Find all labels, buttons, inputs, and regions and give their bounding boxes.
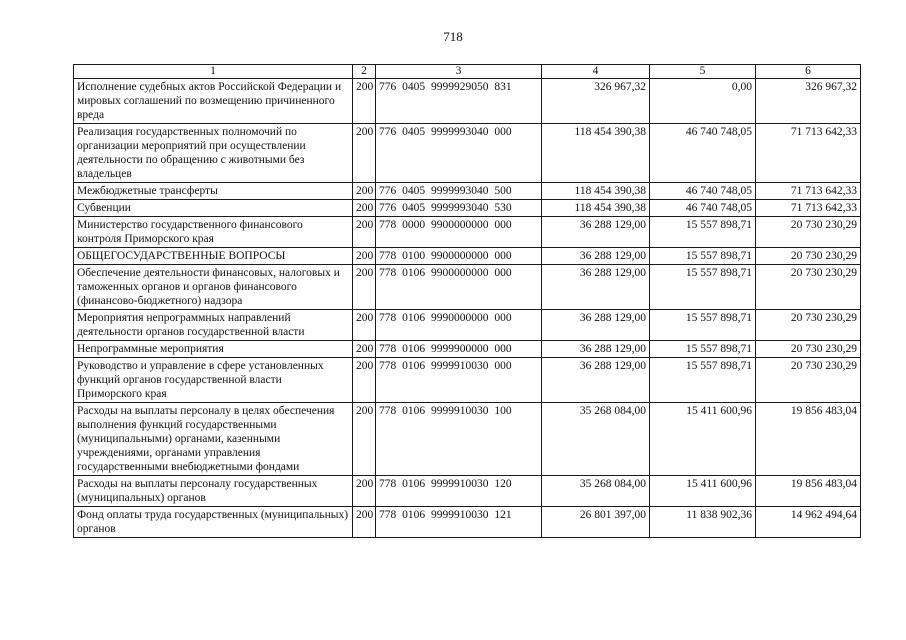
row-column6-cell: 14 962 494,64 — [756, 507, 861, 538]
table-row — [74, 79, 861, 124]
row-code-cell: 778 0100 9900000000 000 — [376, 248, 542, 265]
row-k2-cell: 200 — [353, 341, 376, 358]
row-name-cell: Министерство государственного финансового контроля Приморского края — [74, 217, 353, 248]
row-k2-cell: 200 — [353, 265, 376, 310]
row-k2-cell: 200 — [353, 124, 376, 183]
column-header: 1 — [74, 65, 353, 79]
row-column4-cell: 118 454 390,38 — [542, 183, 650, 200]
table-row — [74, 183, 861, 200]
table-row — [74, 310, 861, 341]
row-column6-cell: 20 730 230,29 — [756, 341, 861, 358]
row-code-cell: 778 0106 9999910030 100 — [376, 403, 542, 476]
row-column6-cell: 71 713 642,33 — [756, 124, 861, 183]
row-column6-cell: 19 856 483,04 — [756, 476, 861, 507]
table-row — [74, 248, 861, 265]
row-column5-cell: 46 740 748,05 — [650, 124, 756, 183]
row-k2-cell: 200 — [353, 507, 376, 538]
budget-table — [73, 64, 861, 538]
row-name-cell: Обеспечение деятельности финансовых, налоговых и таможенных органов и органов финансового (финансово-бюджетного) надзора — [74, 265, 353, 310]
row-name-cell: Расходы на выплаты персоналу в целях обеспечения выполнения функций государственными (муниципальными) органами, казенными учреждениями, органами управления государственными внебюджетными фондами — [74, 403, 353, 476]
row-column4-cell: 36 288 129,00 — [542, 358, 650, 403]
row-column5-cell: 15 411 600,96 — [650, 476, 756, 507]
row-name-cell: Фонд оплаты труда государственных (муниципальных) органов — [74, 507, 353, 538]
row-name-cell: Мероприятия непрограммных направлений деятельности органов государственной власти — [74, 310, 353, 341]
row-column5-cell: 15 557 898,71 — [650, 341, 756, 358]
row-column5-cell: 46 740 748,05 — [650, 183, 756, 200]
table-row — [74, 200, 861, 217]
row-column6-cell: 20 730 230,29 — [756, 217, 861, 248]
column-header: 4 — [542, 65, 650, 79]
row-k2-cell: 200 — [353, 403, 376, 476]
row-k2-cell: 200 — [353, 476, 376, 507]
row-k2-cell: 200 — [353, 79, 376, 124]
row-name-cell: Непрограммные мероприятия — [74, 341, 353, 358]
row-code-cell: 778 0106 9999900000 000 — [376, 341, 542, 358]
column-header: 2 — [353, 65, 376, 79]
row-column6-cell: 20 730 230,29 — [756, 310, 861, 341]
row-column6-cell: 19 856 483,04 — [756, 403, 861, 476]
row-column5-cell: 0,00 — [650, 79, 756, 124]
column-header: 5 — [650, 65, 756, 79]
row-column4-cell: 118 454 390,38 — [542, 200, 650, 217]
row-k2-cell: 200 — [353, 358, 376, 403]
table-row — [74, 124, 861, 183]
row-name-cell: Расходы на выплаты персоналу государственных (муниципальных) органов — [74, 476, 353, 507]
row-column6-cell: 71 713 642,33 — [756, 200, 861, 217]
table-row — [74, 507, 861, 538]
row-code-cell: 776 0405 9999993040 530 — [376, 200, 542, 217]
row-column4-cell: 35 268 084,00 — [542, 476, 650, 507]
row-code-cell: 778 0106 9999910030 121 — [376, 507, 542, 538]
row-name-cell: Исполнение судебных актов Российской Федерации и мировых соглашений по возмещению причиненного вреда — [74, 79, 353, 124]
table-row — [74, 403, 861, 476]
row-column4-cell: 118 454 390,38 — [542, 124, 650, 183]
row-name-cell: Реализация государственных полномочий по организации мероприятий при осуществлении деятельности по обращению с животными без владельцев — [74, 124, 353, 183]
row-column6-cell: 71 713 642,33 — [756, 183, 861, 200]
header-row — [74, 65, 861, 79]
row-column4-cell: 36 288 129,00 — [542, 310, 650, 341]
row-code-cell: 776 0405 9999993040 500 — [376, 183, 542, 200]
row-column5-cell: 11 838 902,36 — [650, 507, 756, 538]
row-column6-cell: 20 730 230,29 — [756, 248, 861, 265]
row-column5-cell: 15 557 898,71 — [650, 217, 756, 248]
row-column5-cell: 15 557 898,71 — [650, 265, 756, 310]
row-k2-cell: 200 — [353, 200, 376, 217]
row-column4-cell: 26 801 397,00 — [542, 507, 650, 538]
row-code-cell: 778 0000 9900000000 000 — [376, 217, 542, 248]
row-column5-cell: 15 557 898,71 — [650, 310, 756, 341]
row-column4-cell: 35 268 084,00 — [542, 403, 650, 476]
table-row — [74, 265, 861, 310]
row-column6-cell: 326 967,32 — [756, 79, 861, 124]
table-row — [74, 476, 861, 507]
row-name-cell: ОБЩЕГОСУДАРСТВЕННЫЕ ВОПРОСЫ — [74, 248, 353, 265]
row-name-cell: Субвенции — [74, 200, 353, 217]
row-column4-cell: 36 288 129,00 — [542, 265, 650, 310]
row-code-cell: 778 0106 9999910030 120 — [376, 476, 542, 507]
row-k2-cell: 200 — [353, 217, 376, 248]
page-number: 718 — [443, 29, 463, 44]
table-row — [74, 358, 861, 403]
row-code-cell: 776 0405 9999929050 831 — [376, 79, 542, 124]
column-header: 6 — [756, 65, 861, 79]
row-code-cell: 778 0106 9999910030 000 — [376, 358, 542, 403]
row-column5-cell: 15 557 898,71 — [650, 248, 756, 265]
row-code-cell: 778 0106 9900000000 000 — [376, 265, 542, 310]
table-row — [74, 217, 861, 248]
row-k2-cell: 200 — [353, 183, 376, 200]
row-column4-cell: 326 967,32 — [542, 79, 650, 124]
row-column6-cell: 20 730 230,29 — [756, 265, 861, 310]
row-column4-cell: 36 288 129,00 — [542, 341, 650, 358]
row-column6-cell: 20 730 230,29 — [756, 358, 861, 403]
row-name-cell: Руководство и управление в сфере установленных функций органов государственной власти Приморского края — [74, 358, 353, 403]
row-code-cell: 776 0405 9999993040 000 — [376, 124, 542, 183]
row-column5-cell: 46 740 748,05 — [650, 200, 756, 217]
row-column4-cell: 36 288 129,00 — [542, 217, 650, 248]
row-column4-cell: 36 288 129,00 — [542, 248, 650, 265]
row-name-cell: Межбюджетные трансферты — [74, 183, 353, 200]
column-header: 3 — [376, 65, 542, 79]
row-k2-cell: 200 — [353, 310, 376, 341]
row-column5-cell: 15 557 898,71 — [650, 358, 756, 403]
row-column5-cell: 15 411 600,96 — [650, 403, 756, 476]
row-code-cell: 778 0106 9990000000 000 — [376, 310, 542, 341]
table-row — [74, 341, 861, 358]
row-k2-cell: 200 — [353, 248, 376, 265]
